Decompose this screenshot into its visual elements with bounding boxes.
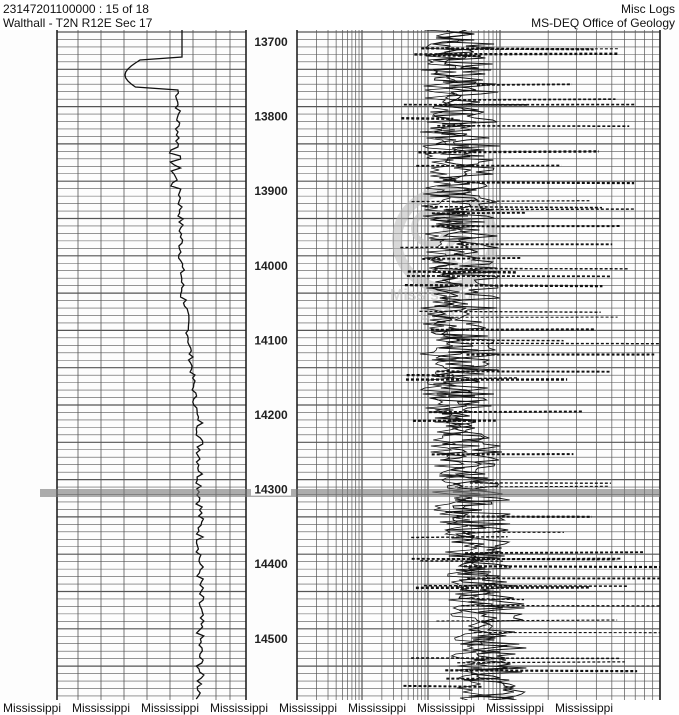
well-location-label: Walthall - T2N R12E Sec 17 <box>3 16 153 30</box>
footer-mississippi-text: Mississippi <box>555 701 614 715</box>
footer-mississippi-text: Mississippi <box>210 701 269 715</box>
depth-label: 13800 <box>254 109 288 124</box>
depth-label: 14200 <box>254 408 288 422</box>
footer-mississippi-text: Mississippi <box>348 701 407 715</box>
footer-mississippi-text: Mississippi <box>279 701 338 715</box>
depth-label: 13700 <box>254 35 288 49</box>
footer-mississippi-text: Mississippi <box>486 701 545 715</box>
footer-mississippi-text: Mississippi <box>72 701 131 715</box>
depth-label: 14000 <box>254 258 288 273</box>
footer-mississippi-text: Mississippi <box>3 701 62 715</box>
footer-mississippi-text: Mississippi <box>417 701 476 715</box>
footer-mississippi-text: Mississippi <box>141 701 200 715</box>
depth-label: 13900 <box>254 184 288 199</box>
depth-label: 14300 <box>254 482 288 497</box>
footer-watermark-row <box>0 701 679 715</box>
well-log-image <box>0 30 679 700</box>
office-label: MS-DEQ Office of Geology <box>531 16 675 30</box>
well-id-label: 23147201100000 : 15 of 18 <box>3 2 149 16</box>
depth-label: 14500 <box>254 631 288 646</box>
scan-artifact-band <box>40 489 660 497</box>
watermark-text-2: DEQ <box>420 307 455 324</box>
depth-label: 14400 <box>254 557 288 572</box>
depth-label: 14100 <box>254 333 288 348</box>
watermark-text-1: Mississippi <box>390 287 477 304</box>
log-type-label: Misc Logs <box>620 2 675 16</box>
